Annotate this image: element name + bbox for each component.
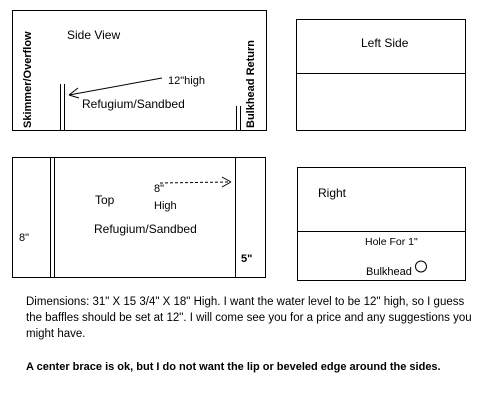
center-brace-note: A center brace is ok, but I do not want the lip or beveled edge around the sides. bbox=[26, 361, 441, 373]
side-view-outline bbox=[13, 11, 267, 131]
top-left-dimension: 8" bbox=[19, 232, 30, 244]
dimensions-note: Dimensions: 31" X 15 3/4" X 18" High. I want the water level to be 12" high, so I guess the baffles should be set at 12". I will come see you for a price and any suggestions you might have. bbox=[26, 296, 472, 340]
side-chamber-label: Refugium/Sandbed bbox=[82, 97, 185, 111]
left-side-label: Left Side bbox=[361, 36, 409, 50]
top-view-title: Top bbox=[95, 193, 115, 207]
side-view-panel bbox=[13, 11, 267, 131]
bulkhead-hole-icon bbox=[416, 261, 427, 272]
top-right-dimension: 5" bbox=[241, 253, 253, 265]
right-side-panel bbox=[298, 168, 466, 281]
side-height-note: 12"high bbox=[168, 75, 205, 87]
side-view-title: Side View bbox=[67, 28, 121, 42]
top-height-note-line2: High bbox=[154, 200, 177, 212]
skimmer-overflow-label: Skimmer/Overflow bbox=[22, 31, 34, 128]
top-chamber-label: Refugium/Sandbed bbox=[94, 222, 197, 236]
left-side-panel bbox=[297, 20, 466, 131]
top-height-note-line1: 8" bbox=[154, 183, 165, 195]
top-view-panel bbox=[13, 158, 266, 278]
hole-label: Hole For 1" bbox=[365, 236, 418, 248]
right-side-outline bbox=[298, 168, 466, 281]
height-arrow-shaft bbox=[160, 182, 229, 183]
right-side-title: Right bbox=[318, 186, 347, 200]
bulkhead-label: Bulkhead bbox=[366, 266, 412, 278]
bulkhead-return-label: Bulkhead Return bbox=[245, 39, 257, 128]
height-arrow-shaft bbox=[69, 78, 162, 95]
